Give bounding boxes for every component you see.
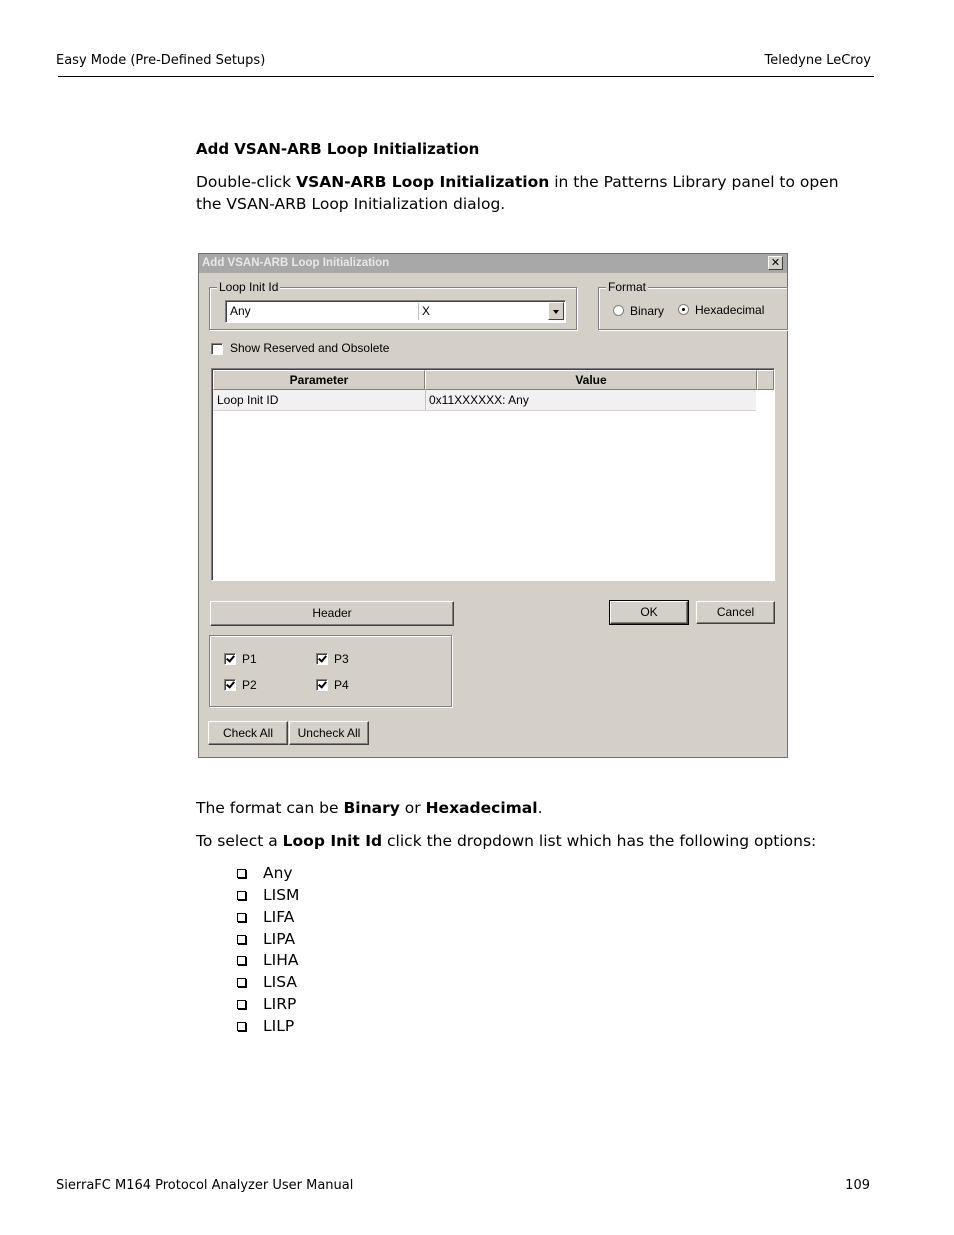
binary-radio-label[interactable]: Binary (630, 304, 665, 318)
checkbox-bullet-icon (237, 956, 246, 965)
ok-button[interactable]: OK (610, 601, 688, 624)
ports-group (209, 635, 452, 707)
dialog-title: Add VSAN-ARB Loop Initialization (202, 257, 390, 269)
loop-init-id-group-label: Loop Init Id (219, 280, 279, 294)
intro-paragraph (196, 171, 846, 215)
binary-radio[interactable] (613, 305, 624, 316)
format-text-pre: The format can be (196, 799, 344, 817)
list-item (236, 971, 299, 993)
select-text-pre: To select a (196, 832, 283, 850)
format-group-label: Format (608, 280, 647, 294)
cell-divider (425, 390, 426, 410)
uncheck-all-button[interactable]: Uncheck All (289, 721, 369, 745)
checkbox-bullet-icon (237, 935, 246, 944)
list-item (236, 928, 299, 950)
hexadecimal-radio[interactable] (678, 304, 689, 315)
port-checkbox-p2[interactable] (224, 679, 236, 691)
format-group (598, 280, 788, 330)
loop-init-id-group (209, 280, 577, 330)
option-label: LISM (263, 885, 300, 904)
port-checkbox-p4[interactable] (316, 679, 328, 691)
vsan-arb-dialog (198, 253, 788, 758)
combo-separator (418, 303, 419, 320)
loop-init-id-mask: X (422, 304, 431, 318)
loop-init-id-dropdown[interactable] (225, 300, 566, 323)
running-header-left: Easy Mode (Pre-Defined Setups) (56, 53, 266, 68)
row-value[interactable]: 0x11XXXXXX: Any (429, 393, 529, 407)
select-text-post: click the dropdown list which has the following options: (382, 832, 817, 850)
option-label: LILP (263, 1016, 295, 1035)
options-list (236, 862, 299, 1037)
port-label-p1[interactable]: P1 (242, 652, 257, 666)
checkbox-bullet-icon (237, 891, 246, 900)
section-title: Add VSAN-ARB Loop Initialization (196, 140, 480, 158)
list-item (236, 949, 299, 971)
header-button[interactable]: Header (210, 601, 454, 626)
list-item (236, 862, 299, 884)
list-item (236, 884, 299, 906)
port-label-p4[interactable]: P4 (334, 678, 349, 692)
page-number: 109 (845, 1178, 870, 1193)
port-label-p3[interactable]: P3 (334, 652, 349, 666)
option-label: Any (263, 864, 293, 882)
option-label: LIFA (263, 907, 295, 926)
format-text-binary: Binary (343, 799, 400, 817)
show-reserved-checkbox[interactable] (211, 343, 223, 355)
list-item (236, 1015, 299, 1037)
dialog-titlebar (199, 254, 787, 273)
row-parameter: Loop Init ID (217, 393, 279, 407)
format-text-post: . (537, 799, 543, 817)
footer-title: SierraFC M164 Protocol Analyzer User Manual (56, 1178, 354, 1193)
header-rule (58, 76, 874, 77)
checkbox-bullet-icon (237, 869, 246, 878)
chevron-down-icon[interactable] (548, 302, 564, 320)
option-label: LISA (263, 973, 297, 992)
loop-init-id-value: Any (230, 304, 251, 318)
cancel-button[interactable]: Cancel (696, 601, 775, 624)
intro-text-pre: Double-click (196, 173, 297, 191)
check-all-button[interactable]: Check All (208, 721, 288, 745)
list-item (236, 993, 299, 1015)
column-header-value[interactable]: Value (425, 370, 757, 390)
port-checkbox-p1[interactable] (224, 653, 236, 665)
select-text-bold: Loop Init Id (282, 832, 383, 850)
option-label: LIPA (263, 929, 296, 948)
column-header-filler (757, 370, 774, 390)
port-label-p2[interactable]: P2 (242, 678, 257, 692)
checkbox-bullet-icon (237, 1022, 246, 1031)
running-header-right: Teledyne LeCroy (764, 53, 871, 68)
intro-text-bold: VSAN-ARB Loop Initialization (296, 173, 550, 191)
format-text-mid: or (399, 799, 426, 817)
checkbox-bullet-icon (237, 978, 246, 987)
checkbox-bullet-icon (237, 913, 246, 922)
port-checkbox-p3[interactable] (316, 653, 328, 665)
format-text-hex: Hexadecimal (425, 799, 538, 817)
checkbox-bullet-icon (237, 1000, 246, 1009)
list-item (236, 906, 299, 928)
intro-text-post: in the Patterns Library panel to open the VSAN-ARB Loop Initialization dialog. (196, 173, 839, 213)
select-paragraph (196, 830, 846, 852)
close-icon[interactable]: ✕ (768, 256, 783, 270)
option-label: LIRP (263, 995, 297, 1014)
hexadecimal-radio-label[interactable]: Hexadecimal (695, 303, 765, 317)
option-label: LIHA (263, 951, 299, 970)
column-header-parameter[interactable]: Parameter (213, 370, 425, 390)
show-reserved-label[interactable]: Show Reserved and Obsolete (230, 341, 390, 355)
table-row[interactable] (213, 390, 756, 411)
format-paragraph (196, 797, 846, 819)
parameter-grid (211, 368, 775, 581)
